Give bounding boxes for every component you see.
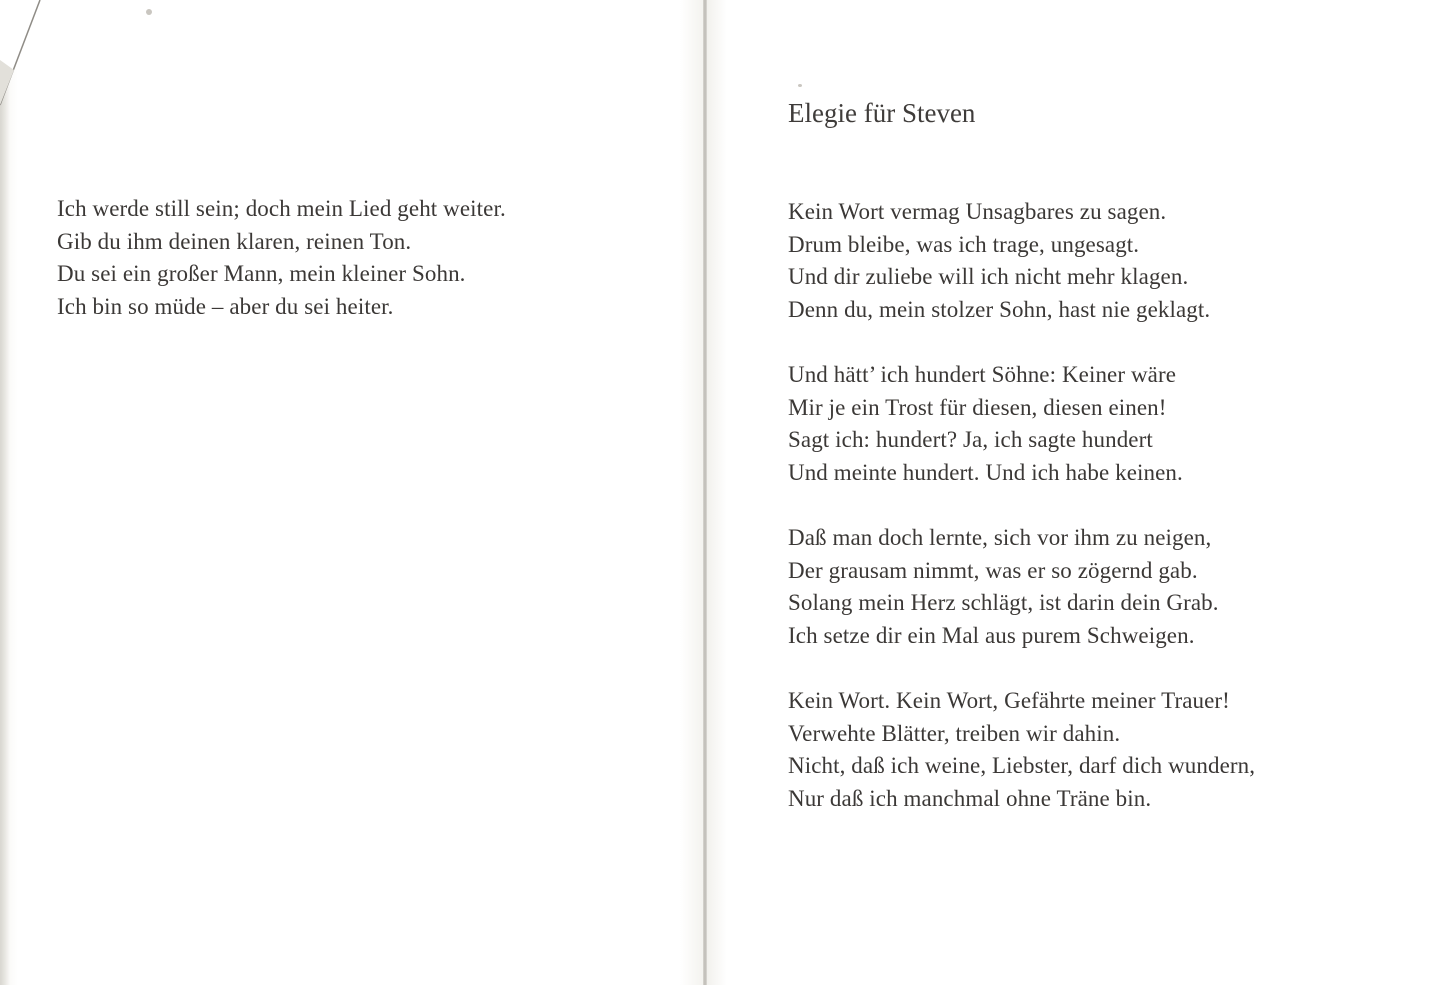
folded-corner-icon — [0, 0, 60, 110]
verse-line: Solang mein Herz schlägt, ist darin dein Grab. — [788, 590, 1219, 615]
poem-title: Elegie für Steven — [788, 98, 976, 128]
verse-line: Und dir zuliebe will ich nicht mehr klagen. — [788, 264, 1189, 289]
verse-line: Denn du, mein stolzer Sohn, hast nie geklagt. — [788, 296, 1211, 322]
verse-line: Und meinte hundert. Und ich habe keinen. — [788, 459, 1183, 485]
right-page — [707, 0, 1440, 985]
verse-line: Nur daß ich manchmal ohne Träne bin. — [788, 785, 1152, 811]
stanza-3 — [788, 522, 1219, 652]
verse-line: Du sei ein großer Mann, mein kleiner Sohn. — [57, 261, 466, 286]
verse-line: Gib du ihm deinen klaren, reinen Ton. — [57, 228, 412, 254]
left-stanza — [57, 193, 506, 323]
verse-line: Drum bleibe, was ich trage, ungesagt. — [788, 231, 1140, 257]
verse-line: Verwehte Blätter, treiben wir dahin. — [788, 720, 1121, 746]
verse-line: Nicht, daß ich weine, Liebster, darf dich wundern, — [788, 753, 1256, 778]
verse-line: Und hätt’ ich hundert Söhne: Keiner wäre — [788, 362, 1177, 387]
verse-line: Kein Wort. Kein Wort, Gefährte meiner Trauer! — [788, 688, 1230, 713]
verse-line: Der grausam nimmt, was er so zögernd gab. — [788, 557, 1198, 583]
paper-speck — [798, 84, 802, 87]
stanza-4 — [788, 685, 1255, 815]
verse-line: Ich setze dir ein Mal aus purem Schweigen. — [788, 622, 1195, 648]
verse-line: Mir je ein Trost für diesen, diesen einen! — [788, 394, 1167, 420]
left-page — [0, 0, 703, 985]
verse-line: Daß man doch lernte, sich vor ihm zu neigen, — [788, 525, 1212, 550]
page-edge-shadow — [0, 0, 10, 985]
verse-line: Sagt ich: hundert? Ja, ich sagte hundert — [788, 427, 1153, 452]
stanza-2 — [788, 359, 1183, 489]
stanza-1 — [788, 196, 1210, 326]
verse-line: Ich werde still sein; doch mein Lied geht weiter. — [57, 196, 506, 221]
verse-line: Ich bin so müde – aber du sei heiter. — [57, 293, 394, 319]
verse-line: Kein Wort vermag Unsagbares zu sagen. — [788, 199, 1167, 224]
paper-speck — [146, 9, 152, 15]
